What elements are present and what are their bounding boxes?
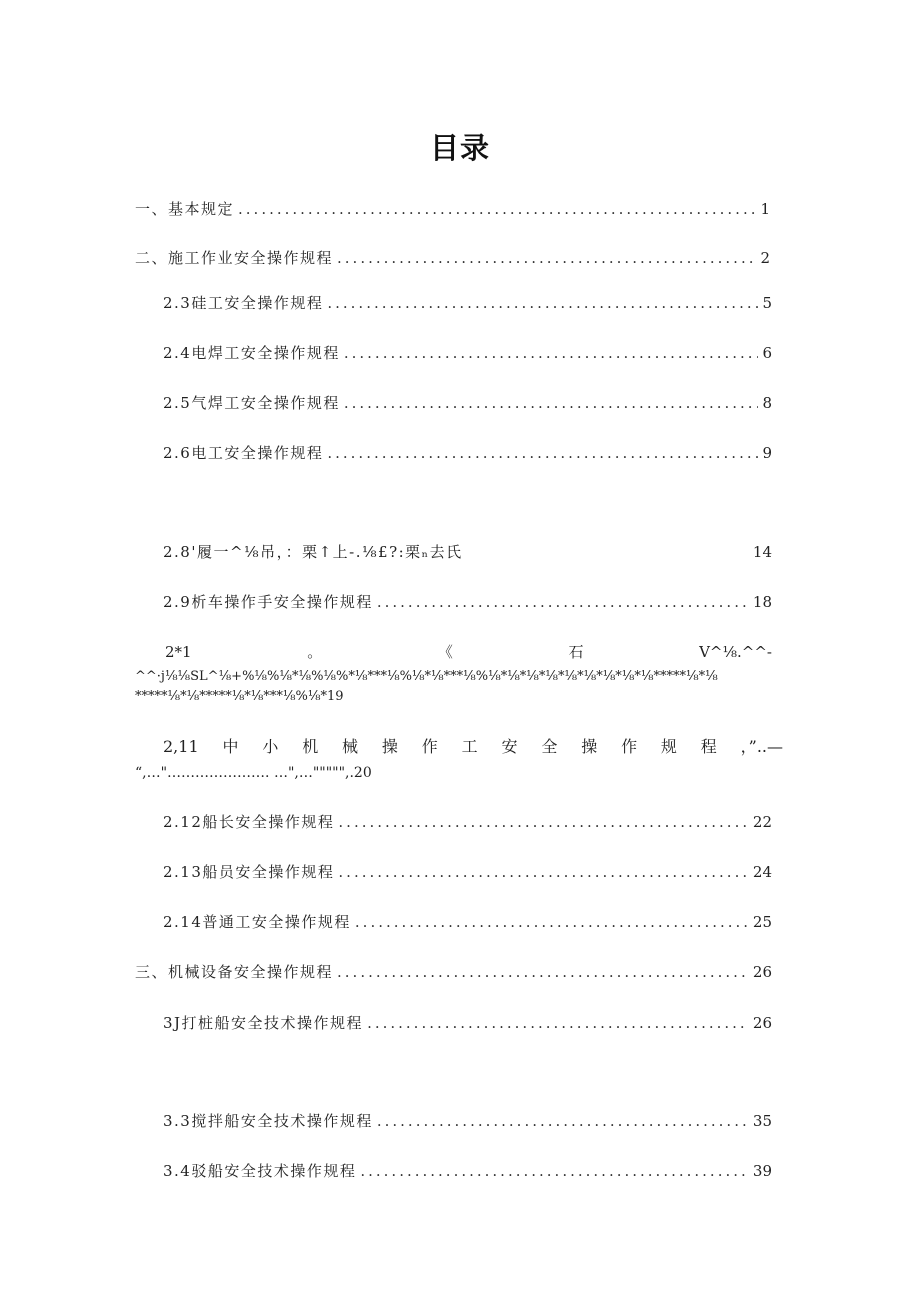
leader-dots (238, 198, 756, 220)
garbled-text: 全 (541, 737, 558, 756)
leader-dots (337, 961, 749, 983)
garbled-text: 操 (381, 737, 398, 756)
garbled-text: 石 (568, 643, 584, 661)
garbled-text: 作 (621, 737, 638, 756)
garbled-entry-line (163, 736, 783, 758)
toc-entry-page: 2 (760, 249, 770, 267)
toc-entry[interactable] (163, 442, 772, 464)
leader-dots (367, 1012, 749, 1034)
toc-entry-label: 2.4电焊工安全操作规程 (163, 344, 340, 362)
toc-entry-label: 3.3搅拌船安全技术操作规程 (163, 1112, 373, 1130)
garbled-text: ^^·j⅛⅛SL^⅛+%⅛%⅛*⅛%⅛%*⅛***⅛%⅛*⅛***⅛%⅛*⅛*⅛*⅛*⅛*⅛*⅛*⅛*⅛*****⅛*⅛ (135, 669, 718, 684)
toc-entry[interactable] (163, 1160, 772, 1182)
garbled-entry-line (165, 641, 772, 663)
garbled-text: 2*1 (165, 643, 192, 661)
toc-entry[interactable] (163, 392, 772, 414)
garbled-text: 2,11 (163, 737, 199, 756)
toc-entry-page: 9 (762, 444, 772, 462)
toc-entry-page: 18 (752, 593, 772, 611)
toc-entry-label: 2.13船员安全操作规程 (163, 863, 335, 881)
leader-dots (355, 911, 749, 933)
garbled-text: 作 (421, 737, 438, 756)
toc-entry-label: 2.8'履一^⅛吊，：栗↑上-.⅛£?:栗ₙ去氏 (163, 543, 463, 561)
toc-entry-label: 二、施工作业安全操作规程 (135, 249, 334, 267)
garbled-text: “,…"…………………. …",…""""",.20 (135, 765, 372, 781)
garbled-text: 工 (461, 737, 478, 756)
toc-entry-label: 三、机械设备安全操作规程 (135, 963, 334, 981)
toc-entry-label: 2.6电工安全操作规程 (163, 444, 324, 462)
garbled-text: 规 (660, 737, 677, 756)
toc-entry-label: 一、基本规定 (135, 200, 235, 218)
toc-entry-label: 2.3硅工安全操作规程 (163, 294, 324, 312)
toc-entry-page: 24 (752, 863, 772, 881)
leader-dots (337, 247, 756, 269)
leader-dots (377, 1110, 749, 1132)
leader-dots (344, 392, 759, 414)
toc-entry[interactable] (163, 911, 772, 933)
toc-entry[interactable] (135, 247, 770, 269)
leader-dots (327, 292, 758, 314)
page-title: 目录 (429, 131, 490, 165)
toc-entry-page: 14 (752, 543, 772, 561)
toc-entry[interactable] (163, 1012, 772, 1034)
toc-entry[interactable] (163, 541, 772, 563)
leader-dots (360, 1160, 749, 1182)
garbled-text: 械 (342, 737, 359, 756)
leader-dots (338, 861, 749, 883)
toc-entry-label: 2.5气焊工安全操作规程 (163, 394, 340, 412)
toc-entry-page: 26 (752, 963, 772, 981)
toc-entry-page: 8 (762, 394, 772, 412)
garbled-text: 。 (307, 643, 323, 661)
toc-entry-page: 35 (752, 1112, 772, 1130)
garbled-text: ，”..— (740, 737, 783, 756)
toc-entry-page: 6 (762, 344, 772, 362)
toc-entry-page: 1 (760, 200, 770, 218)
garbled-text: 小 (262, 737, 279, 756)
toc-entry-label: 2.14普通工安全操作规程 (163, 913, 351, 931)
garbled-text: 中 (222, 737, 239, 756)
toc-entry-page: 25 (752, 913, 772, 931)
toc-entry[interactable] (163, 342, 772, 364)
toc-entry-page: 39 (752, 1162, 772, 1180)
garbled-text: 安 (501, 737, 518, 756)
garbled-text: 程 (700, 737, 717, 756)
toc-entry[interactable] (163, 811, 772, 833)
toc-entry-page: 22 (752, 813, 772, 831)
toc-entry[interactable] (163, 591, 772, 613)
toc-entry[interactable] (135, 961, 772, 983)
leader-dots (377, 591, 749, 613)
leader-dots (327, 442, 758, 464)
toc-entry-label: 2.12船长安全操作规程 (163, 813, 335, 831)
toc-entry[interactable] (163, 1110, 772, 1132)
toc-entry[interactable] (163, 861, 772, 883)
toc-entry-label: 3.4驳船安全技术操作规程 (163, 1162, 357, 1180)
garbled-text: 操 (581, 737, 598, 756)
garbled-text: 《 (437, 643, 453, 661)
toc-entry-label: 3J打桩船安全技术操作规程 (163, 1014, 364, 1032)
toc-entry-page: 5 (762, 294, 772, 312)
garbled-text: *****⅛*⅛*****⅛*⅛***⅛%⅛*19 (135, 689, 344, 704)
toc-entry[interactable] (163, 292, 772, 314)
toc-entry-label: 2.9析车操作手安全操作规程 (163, 593, 373, 611)
toc-entry[interactable] (135, 198, 770, 220)
leader-dots (344, 342, 759, 364)
toc-entry-page: 26 (752, 1014, 772, 1032)
garbled-text: 机 (302, 737, 319, 756)
garbled-text: V^⅛.^^- (699, 643, 772, 661)
leader-dots (338, 811, 749, 833)
